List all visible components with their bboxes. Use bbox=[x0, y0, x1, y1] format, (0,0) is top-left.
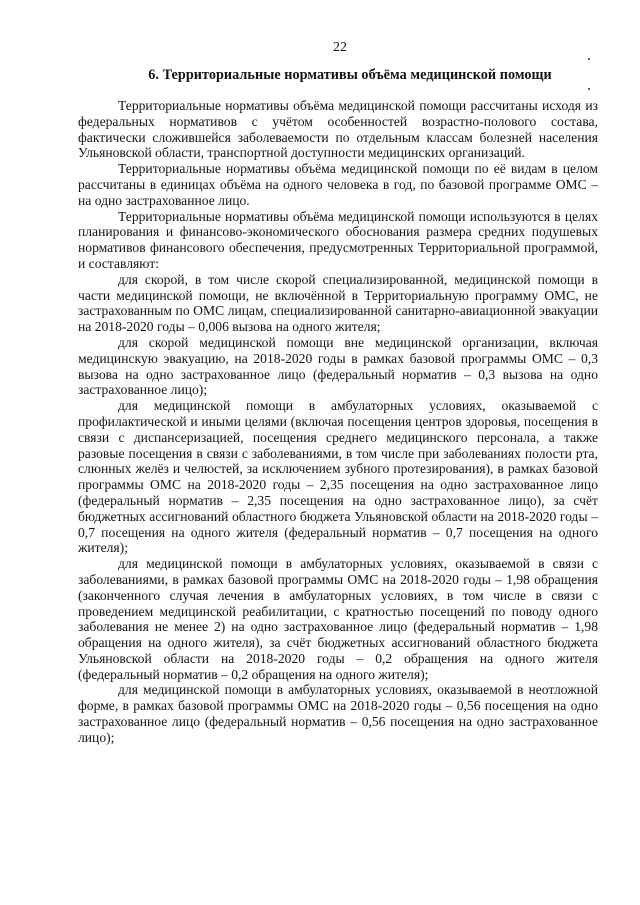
page-number: 22 bbox=[333, 40, 347, 55]
scan-speck bbox=[588, 58, 590, 60]
paragraph: для скорой, в том числе скорой специализированной, медицинской помощи в части медицинской помощи, не включённой в Территориальную программу ОМС, не застрахованным по ОМС лицам, специализированной санитарно-авиационной эвакуации на 2018-2020 годы – 0,006 вызова на одного жителя; bbox=[78, 271, 598, 335]
paragraph: Территориальные нормативы объёма медицинской помощи по её видам в целом рассчитаны в единицах объёма на одного человека в год, по базовой программе ОМС – на одно застрахованное лицо. bbox=[78, 161, 598, 208]
paragraph: для медицинской помощи в амбулаторных условиях, оказываемой с профилактической и иными целями (включая посещения центров здоровья, посещения в связи с диспансеризацией, посещения среднего медицинского персонала, а также разовые посещения в связи с заболеваниями, в том числе при заболеваниях полости рта, слюнных желёз и челюстей, за исключением зубного протезирования), в рамках базовой программы ОМС на 2018-2020 годы – 2,35 посещения на одно застрахованное лицо (федеральный норматив – 2,35 посещения на одно застрахованное лицо), за счёт бюджетных ассигнований областного бюджета Ульяновской области на 2018-2020 годы – 0,7 посещения на одного жителя (федеральный норматив – 0,7 посещения на одного жителя); bbox=[78, 398, 598, 556]
paragraph: Территориальные нормативы объёма медицинской помощи используются в целях планирования и финансово-экономического обоснования размера средних подушевых нормативов финансового обеспечения, предусмотренных Территориальной программой, и составляют: bbox=[78, 208, 598, 271]
paragraph: Территориальные нормативы объёма медицинской помощи рассчитаны исходя из федеральных нормативов с учётом особенностей возрастно-полового состава, фактически сложившейся заболеваемости по отдельным классам болезней населения Ульяновской области, транспортной доступности медицинских организаций. bbox=[78, 98, 598, 161]
paragraph: для скорой медицинской помощи вне медицинской организации, включая медицинскую эвакуацию, на 2018-2020 годы в рамках базовой программы ОМС – 0,3 вызова на одно застрахованное лицо (федеральный норматив – 0,3 вызова на одно застрахованное лицо); bbox=[78, 334, 598, 398]
section-heading: 6. Территориальные нормативы объёма медицинской помощи bbox=[148, 67, 552, 83]
scan-speck bbox=[588, 88, 590, 90]
body-text bbox=[78, 98, 598, 746]
paragraph: для медицинской помощи в амбулаторных условиях, оказываемой в связи с заболеваниями, в рамках базовой программы ОМС на 2018-2020 годы – 1,98 обращения (законченного случая лечения в амбулаторных условиях, в том числе в связи с проведением медицинской реабилитации, с кратностью посещений по поводу одного заболевания не менее 2) на одно застрахованное лицо (федеральный норматив – 1,98 обращения на одного жителя), за счёт бюджетных ассигнований областного бюджета Ульяновской области на 2018-2020 годы – 0,2 обращения на одного жителя (федеральный норматив – 0,2 обращения на одного жителя); bbox=[78, 556, 598, 682]
paragraph: для медицинской помощи в амбулаторных условиях, оказываемой в неотложной форме, в рамках базовой программы ОМС на 2018-2020 годы – 0,56 посещения на одно застрахованное лицо (федеральный норматив – 0,56 посещения на одно застрахованное лицо); bbox=[78, 682, 598, 745]
